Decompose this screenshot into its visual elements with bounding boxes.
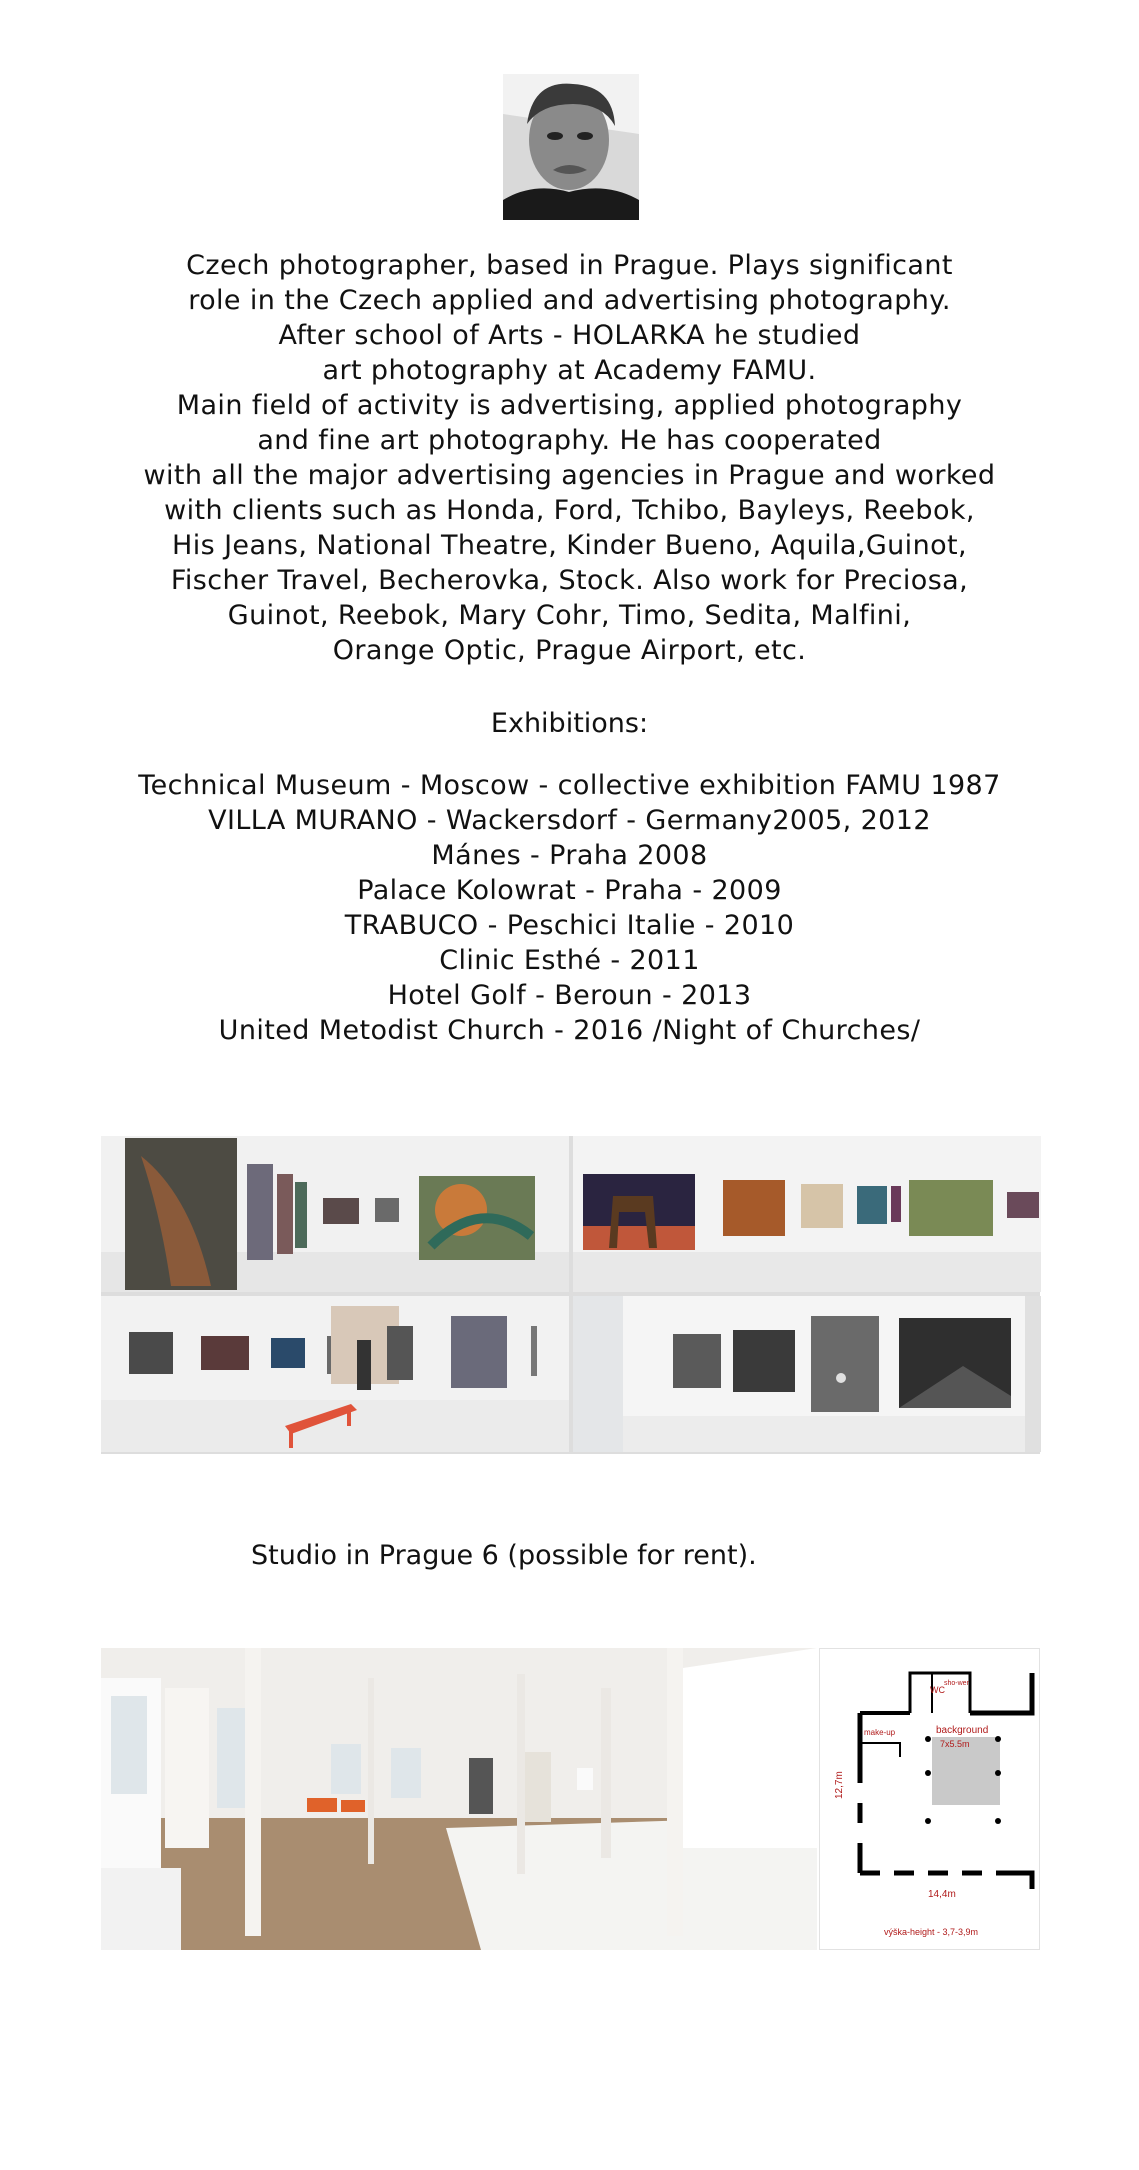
bio-line: Fischer Travel, Becherovka, Stock. Also work for Preciosa, [170, 565, 969, 596]
exhibition-gallery [101, 1136, 1040, 1454]
exhibition-item: Mánes - Praha 2008 [431, 840, 708, 871]
plan-makeup-label: make-up [864, 1728, 896, 1737]
bio-line: role in the Czech applied and advertising photography. [188, 285, 951, 316]
portrait-photo [503, 74, 639, 220]
plan-wc-label: WC [930, 1685, 945, 1695]
portrait-illustration [503, 74, 639, 220]
plan-background-size: 7x5.5m [940, 1739, 970, 1749]
bio-text [60, 248, 1079, 668]
plan-shower-label: sho-wer [944, 1680, 969, 1687]
bio-line: with all the major advertising agencies in Prague and worked [143, 460, 996, 491]
plan-height-note: výška-height - 3,7-3,9m [884, 1927, 979, 1937]
exhibition-item: Technical Museum - Moscow - collective exhibition FAMU 1987 [138, 770, 1001, 801]
studio-floor-plan [819, 1648, 1040, 1950]
studio-photo [101, 1648, 817, 1950]
gallery-photo [101, 1136, 569, 1292]
gallery-photo [101, 1296, 569, 1452]
bio-line: After school of Arts - HOLARKA he studied [278, 320, 861, 351]
gallery-photo [573, 1296, 1041, 1452]
bio-line: with clients such as Honda, Ford, Tchibo, Bayleys, Reebok, [164, 495, 975, 526]
bio-line: Orange Optic, Prague Airport, etc. [332, 635, 807, 666]
bio-line: Czech photographer, based in Prague. Plays significant [186, 250, 953, 281]
bio-line: and fine art photography. He has cooperated [257, 425, 882, 456]
plan-width-dimension: 14,4m [928, 1889, 956, 1900]
bio-line: Guinot, Reebok, Mary Cohr, Timo, Sedita, Malfini, [227, 600, 912, 631]
gallery-photo [573, 1136, 1041, 1292]
studio-caption: Studio in Prague 6 (possible for rent). [251, 1540, 757, 1571]
bio-line: Main field of activity is advertising, applied photography [176, 390, 963, 421]
exhibition-item: Hotel Golf - Beroun - 2013 [387, 980, 752, 1011]
exhibition-item: Clinic Esthé - 2011 [439, 945, 700, 976]
exhibition-item: VILLA MURANO - Wackersdorf - Germany2005, 2012 [208, 805, 931, 836]
exhibition-item: TRABUCO - Peschici Italie - 2010 [344, 910, 795, 941]
exhibition-item: Palace Kolowrat - Praha - 2009 [357, 875, 782, 906]
bio-line: art photography at Academy FAMU. [322, 355, 817, 386]
exhibitions-list [40, 768, 1099, 1048]
exhibitions-heading: Exhibitions: [490, 708, 649, 739]
plan-depth-dimension: 12,7m [834, 1771, 845, 1799]
exhibition-item: United Metodist Church - 2016 /Night of Churches/ [218, 1015, 921, 1046]
bio-line: His Jeans, National Theatre, Kinder Bueno, Aquila,Guinot, [172, 530, 967, 561]
plan-background-label: background [936, 1725, 989, 1736]
